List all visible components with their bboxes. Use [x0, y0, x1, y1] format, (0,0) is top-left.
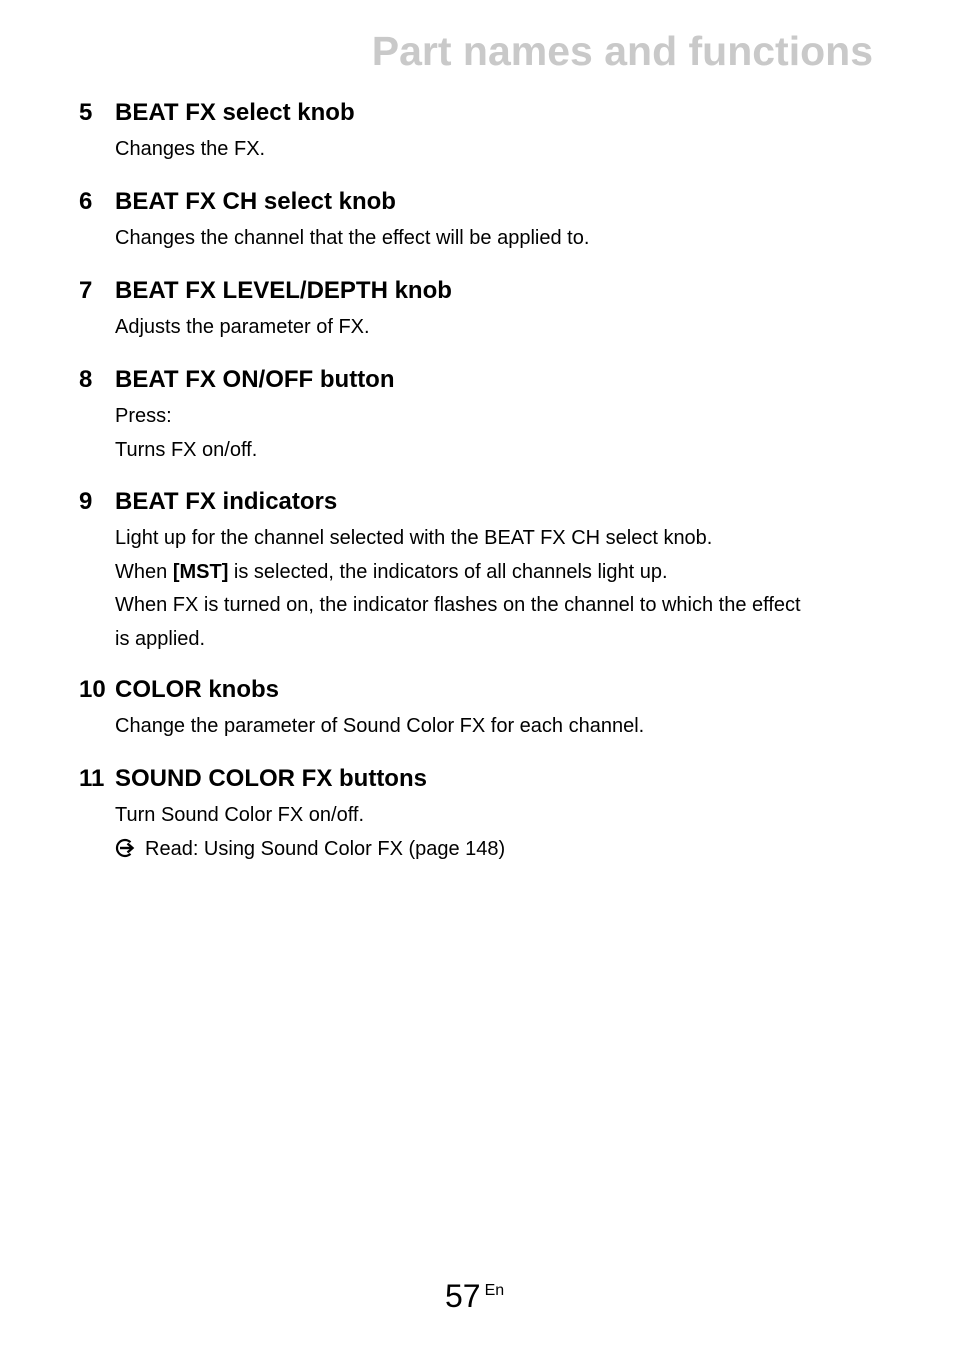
- section-title: SOUND COLOR FX buttons: [115, 765, 427, 792]
- body-line: Turn Sound Color FX on/off.: [115, 804, 365, 826]
- section-body: [115, 400, 875, 467]
- body-line: is applied.: [115, 628, 206, 651]
- section-title: BEAT FX ON/OFF button: [115, 366, 395, 393]
- section-title: BEAT FX LEVEL/DEPTH knob: [115, 277, 452, 304]
- section-body: [115, 522, 875, 657]
- section-body: [115, 133, 875, 167]
- section-number: 11: [79, 765, 105, 792]
- page-number: 57: [445, 1278, 481, 1314]
- page-footer: [445, 1276, 504, 1316]
- section-body: [115, 311, 875, 345]
- body-line: Light up for the channel selected with the BEAT FX CH select knob.: [115, 527, 713, 549]
- page-language: En: [484, 1282, 505, 1299]
- body-line: Turns FX on/off.: [115, 438, 258, 461]
- section-body: [115, 710, 875, 744]
- body-line: Change the parameter of Sound Color FX for each channel.: [115, 715, 645, 737]
- body-line: Changes the channel that the effect will be applied to.: [115, 227, 590, 249]
- section-number: 10: [79, 676, 106, 703]
- section-number: 7: [79, 277, 93, 304]
- cross-reference-link[interactable]: [115, 833, 875, 867]
- section-number: 5: [79, 99, 93, 126]
- section-body: [115, 222, 875, 256]
- section-body: [115, 799, 875, 866]
- arrow-right-circle-icon: [115, 838, 137, 858]
- body-text: is selected, the indicators of all channels light up.: [228, 560, 668, 583]
- section-title: COLOR knobs: [115, 676, 280, 703]
- section-title: BEAT FX select knob: [115, 99, 355, 126]
- section-number: 6: [79, 188, 93, 215]
- body-line: Press:: [115, 405, 172, 427]
- page-header-title: Part names and functions: [371, 28, 873, 74]
- body-text: When: [115, 560, 173, 583]
- body-line: Adjusts the parameter of FX.: [115, 316, 370, 338]
- cross-reference-text[interactable]: Read: Using Sound Color FX (page 148): [145, 837, 506, 860]
- section-title: BEAT FX CH select knob: [115, 188, 396, 215]
- section-number: 9: [79, 488, 93, 515]
- button-name-mst: [MST]: [172, 560, 229, 583]
- section-title: BEAT FX indicators: [115, 488, 338, 515]
- body-line-mixed: [115, 556, 875, 590]
- body-line: When FX is turned on, the indicator flashes on the channel to which the effect: [115, 594, 801, 617]
- section-number: 8: [79, 366, 93, 393]
- body-line: Changes the FX.: [115, 138, 266, 160]
